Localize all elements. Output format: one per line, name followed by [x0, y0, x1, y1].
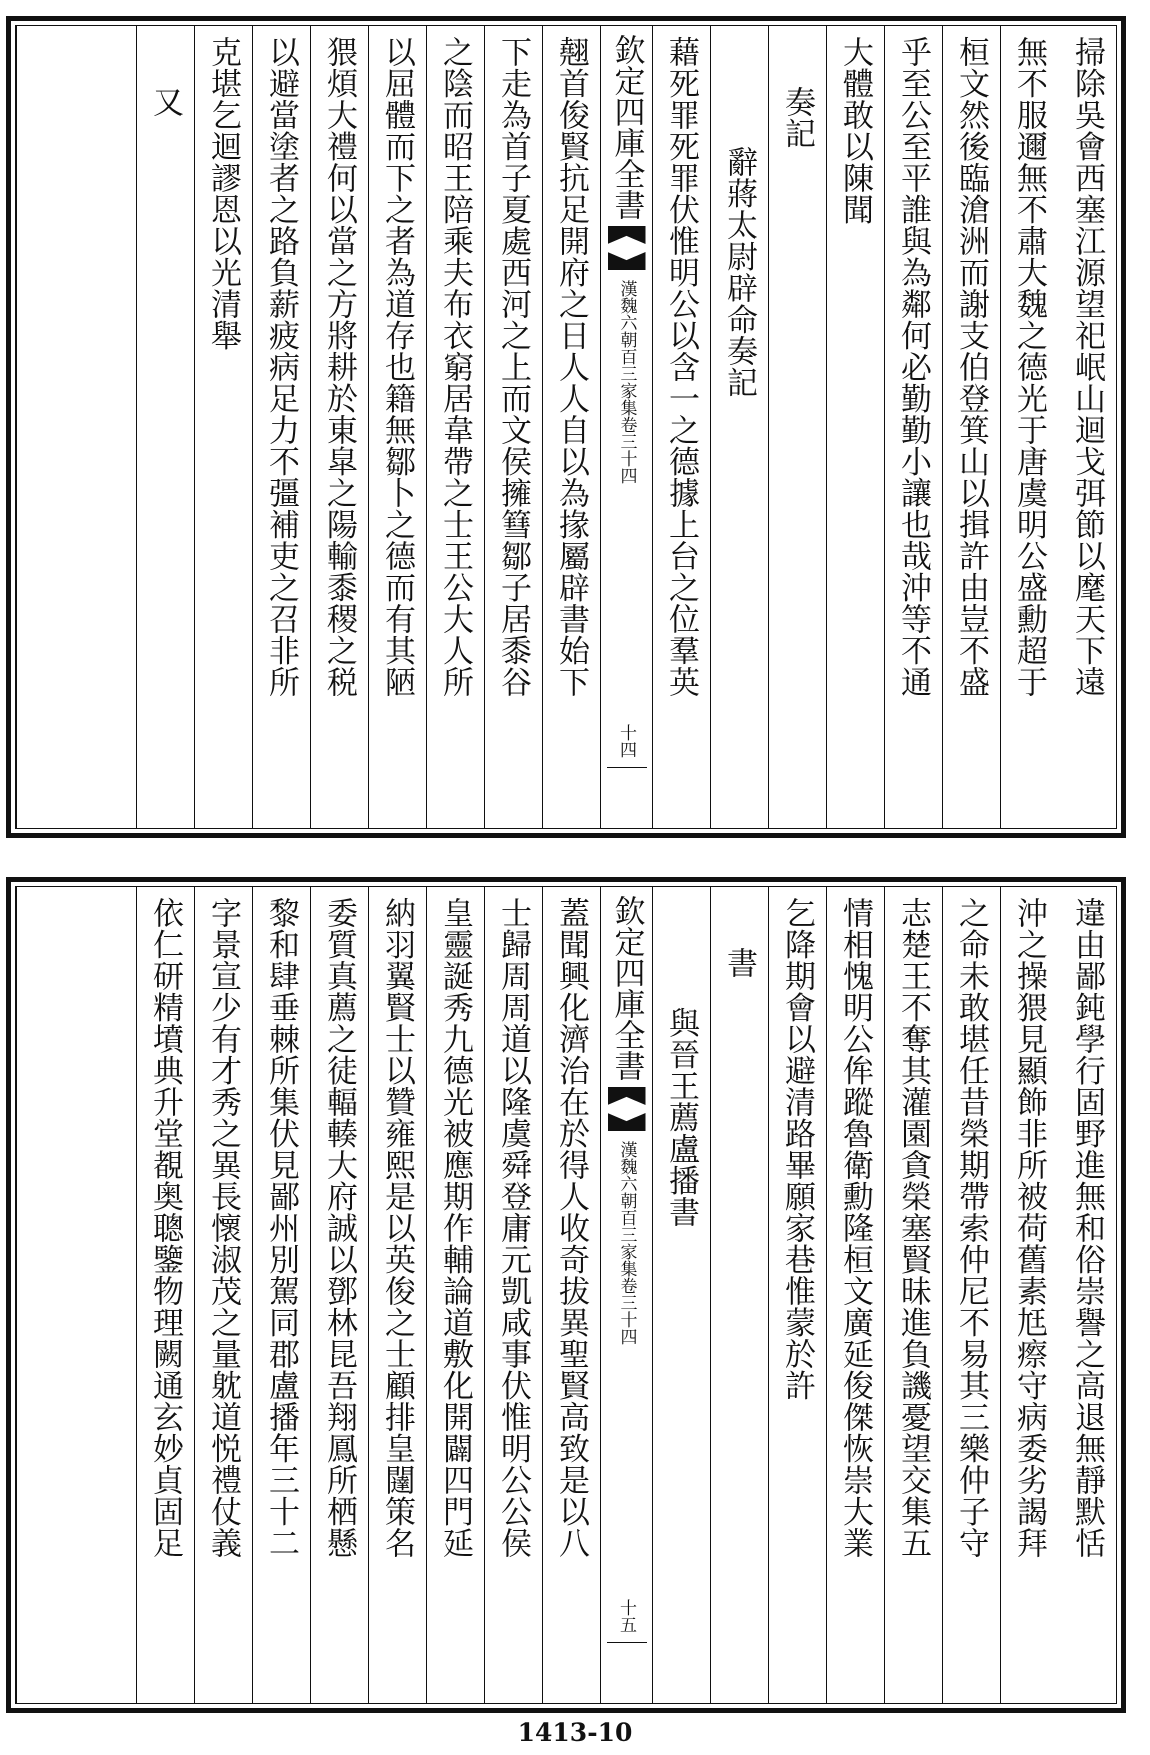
text-column: 掃除吳會西塞江源望祀岷山迴戈弭節以麾天下遠	[1069, 36, 1105, 698]
text-column: 依仁研精墳典升堂覩奥聰鑒物理闕通玄妙貞固足	[136, 887, 194, 1703]
text-column: 下走為首子夏處西河之上而文侯擁篲鄒子居黍谷	[484, 26, 542, 828]
blank-column	[16, 26, 136, 828]
text-column: 翹首俊賢抗足開府之日人人自以為掾屬辟書始下	[542, 26, 600, 828]
text-column: 違由鄙鈍學行固野進無和俗崇譽之高退無靜默恬	[1069, 897, 1105, 1559]
blank-column	[16, 887, 136, 1703]
text-column: 字景宣少有才秀之異長懷淑茂之量躭道悦禮仗義	[194, 887, 252, 1703]
text-column: 委質真薦之徒輻輳大府誠以鄧林昆吾翔鳳所栖懸	[310, 887, 368, 1703]
text-column: 以避當塗者之路負薪疲病足力不彊補吏之召非所	[252, 26, 310, 828]
page-number: 1413-10	[517, 1718, 633, 1747]
library-title: 欽定四庫全書	[608, 34, 645, 220]
text-column: 藉死罪死罪伏惟明公以含一之德據上台之位羣英	[652, 26, 710, 828]
page-bottom-body	[16, 887, 1116, 1703]
text-column: 無不服邇無不肅大魏之德光于唐虞明公盛勳超于	[1000, 26, 1058, 828]
text-column: 之陰而昭王陪乘夫布衣窮居韋帶之士王公大人所	[426, 26, 484, 828]
text-column: 以屈體而下之者為道存也籍無鄒卜之德而有其陋	[368, 26, 426, 828]
fishtail-mark-icon	[608, 226, 646, 270]
section-heading: 又	[136, 26, 194, 828]
text-column: 士歸周周道以隆虞舜登庸元凱咸事伏惟明公公侯	[484, 887, 542, 1703]
volume-label: 漢魏六朝百三家集卷三十四	[616, 1141, 637, 1345]
gutter-rule	[607, 1642, 647, 1643]
text-column: 情相愧明公侔蹤魯衛勳隆桓文廣延俊傑恢崇大業	[826, 887, 884, 1703]
page-bottom	[6, 877, 1126, 1713]
page-top	[6, 16, 1126, 838]
text-column: 蓋聞興化濟治在於得人收奇拔異聖賢高致是以八	[542, 887, 600, 1703]
fishtail-mark-icon	[608, 1087, 646, 1131]
library-title: 欽定四庫全書	[608, 895, 645, 1081]
piece-title: 與晉王薦盧播書	[652, 887, 710, 1703]
folio-number: 十五	[616, 1599, 636, 1633]
text-column: 克堪乞迴謬恩以光清舉	[194, 26, 252, 828]
piece-title: 辭蔣太尉辟命奏記	[710, 26, 768, 828]
volume-label: 漢魏六朝百三家集卷三十四	[616, 280, 637, 484]
folio-number: 十四	[616, 724, 636, 758]
page-gutter	[600, 887, 652, 1703]
text-column: 之命未敢堪任昔榮期帶索仲尼不易其三樂仲子守	[942, 887, 1000, 1703]
page-top-body	[16, 26, 1116, 828]
text-column: 志楚王不奪其灌園貪榮塞賢昧進負譏憂望交集五	[884, 887, 942, 1703]
text-column: 桓文然後臨滄洲而謝支伯登箕山以揖許由豈不盛	[942, 26, 1000, 828]
section-heading: 書	[710, 887, 768, 1703]
text-column: 大體敢以陳聞	[826, 26, 884, 828]
text-column: 沖之操猥見顯飾非所被荷舊素尪瘵守病委劣謁拜	[1000, 887, 1058, 1703]
page-gutter	[600, 26, 652, 828]
text-column: 黎和肆垂棘所集伏見鄙州別駕同郡盧播年三十二	[252, 887, 310, 1703]
text-column: 乞降期會以避清路畢願家巷惟蒙於許	[768, 887, 826, 1703]
gutter-rule	[607, 767, 647, 768]
text-column: 皇靈誕秀九德光被應期作輔論道敷化開闢四門延	[426, 887, 484, 1703]
text-column: 納羽翼賢士以贊雍熙是以英俊之士顧排皇闥策名	[368, 887, 426, 1703]
text-column: 乎至公至平誰與為鄰何必勤勤小讓也哉沖等不通	[884, 26, 942, 828]
text-column: 猥煩大禮何以當之方將耕於東皐之陽輸黍稷之税	[310, 26, 368, 828]
section-heading: 奏記	[768, 26, 826, 828]
